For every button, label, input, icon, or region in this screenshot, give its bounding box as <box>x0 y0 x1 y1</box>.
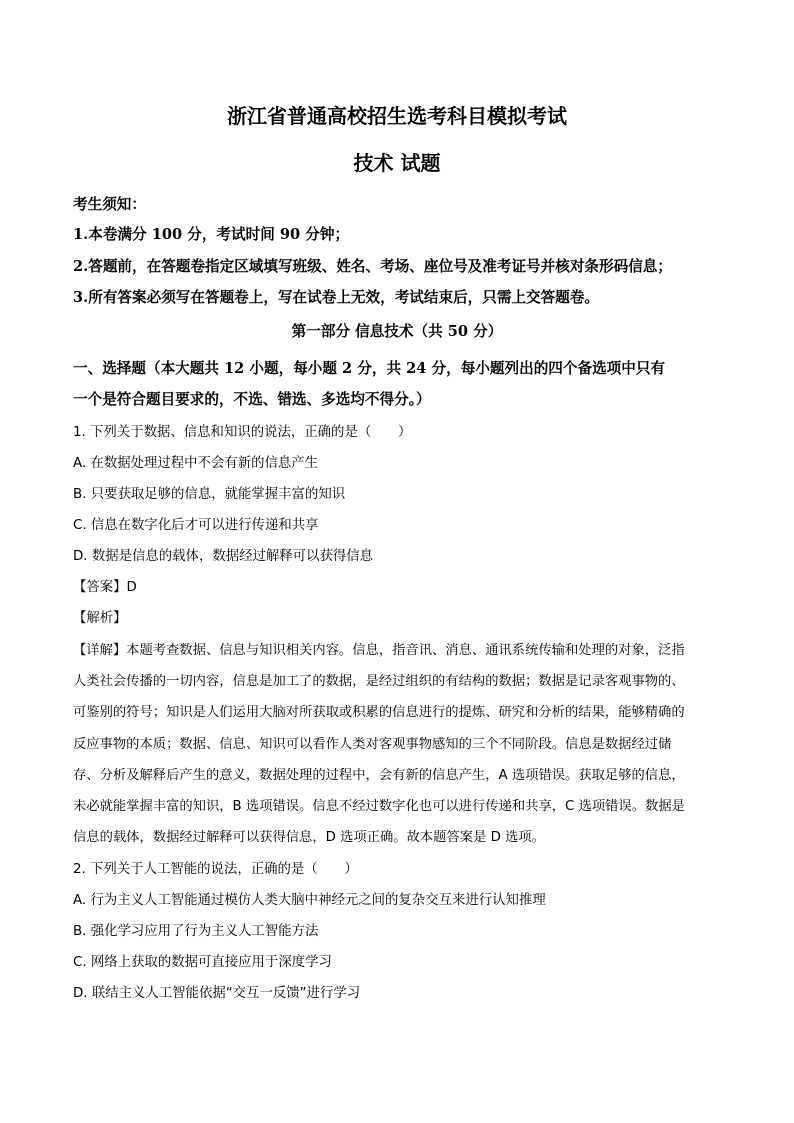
question-1-detail-line-2: 人类社会传播的一切内容，信息是加工了的数据，是经过组织的有结构的数据；数据是记录客观事物的、 <box>73 674 685 689</box>
exam-title: 浙江省普通高校招生选考科目模拟考试 <box>227 104 567 128</box>
part-one-heading: 第一部分 信息技术（共 50 分） <box>291 323 503 340</box>
question-1-option-d: D. 数据是信息的载体，数据经过解释可以获得信息 <box>73 549 374 564</box>
question-2-option-b: B. 强化学习应用了行为主义人工智能方法 <box>73 924 319 939</box>
question-1-detail-line-1: 【详解】本题考查数据、信息与知识相关内容。信息，指音讯、消息、通讯系统传输和处理的对象，泛指 <box>73 643 685 658</box>
exam-subtitle: 技术 试题 <box>353 151 441 175</box>
notice-item-3: 3.所有答案必须写在答题卷上，写在试卷上无效，考试结束后，只需上交答题卷。 <box>73 289 600 306</box>
section-title-line-2: 一个是符合题目要求的，不选、错选、多选均不得分。） <box>73 391 431 408</box>
question-1-option-c: C. 信息在数字化后才可以进行传递和共享 <box>73 518 319 533</box>
section-title-line-1: 一、选择题（本大题共 12 小题，每小题 2 分，共 24 分，每小题列出的四个备选项中只有 <box>73 360 666 377</box>
question-1-option-b: B. 只要获取足够的信息，就能掌握丰富的知识 <box>73 487 346 502</box>
question-1-stem: 1. 下列关于数据、信息和知识的说法，正确的是（ ） <box>73 425 412 440</box>
question-1-detail-line-5: 存、分析及解释后产生的意义，数据处理的过程中，会有新的信息产生，A 选项错误。获取足够的信息， <box>73 768 685 783</box>
question-1-detail-line-3: 可鉴别的符号；知识是人们运用大脑对所获取或积累的信息进行的提炼、研究和分析的结果，能够精确的 <box>73 705 685 720</box>
question-2-option-c: C. 网络上获取的数据可直接应用于深度学习 <box>73 955 332 970</box>
notice-item-2: 2.答题前，在答题卷指定区域填写班级、姓名、考场、座位号及准考证号并核对条形码信息； <box>73 258 672 275</box>
notice-item-1: 1.本卷满分 100 分，考试时间 90 分钟； <box>73 226 350 243</box>
question-1-detail-line-6: 未必就能掌握丰富的知识，B 选项错误。信息不经过数字化也可以进行传递和共享，C 选项错误。数据是 <box>73 799 685 814</box>
question-1-analysis-label: 【解析】 <box>73 611 127 626</box>
question-1-detail-line-7: 信息的载体，数据经过解释可以获得信息，D 选项正确。故本题答案是 D 选项。 <box>73 830 545 845</box>
question-1-detail-line-4: 反应事物的本质；数据、信息、知识可以看作人类对客观事物感知的三个不同阶段。信息是数据经过储 <box>73 737 672 752</box>
question-1-option-a: A. 在数据处理过程中不会有新的信息产生 <box>73 456 319 471</box>
question-1-answer: 【答案】D <box>73 580 137 595</box>
question-2-option-a: A. 行为主义人工智能通过模仿人类大脑中神经元之间的复杂交互来进行认知推理 <box>73 893 546 908</box>
question-2-option-d: D. 联结主义人工智能依据“交互一反馈”进行学习 <box>73 986 361 1001</box>
notice-heading: 考生须知： <box>73 196 146 213</box>
question-2-stem: 2. 下列关于人工智能的说法，正确的是（ ） <box>73 862 358 877</box>
